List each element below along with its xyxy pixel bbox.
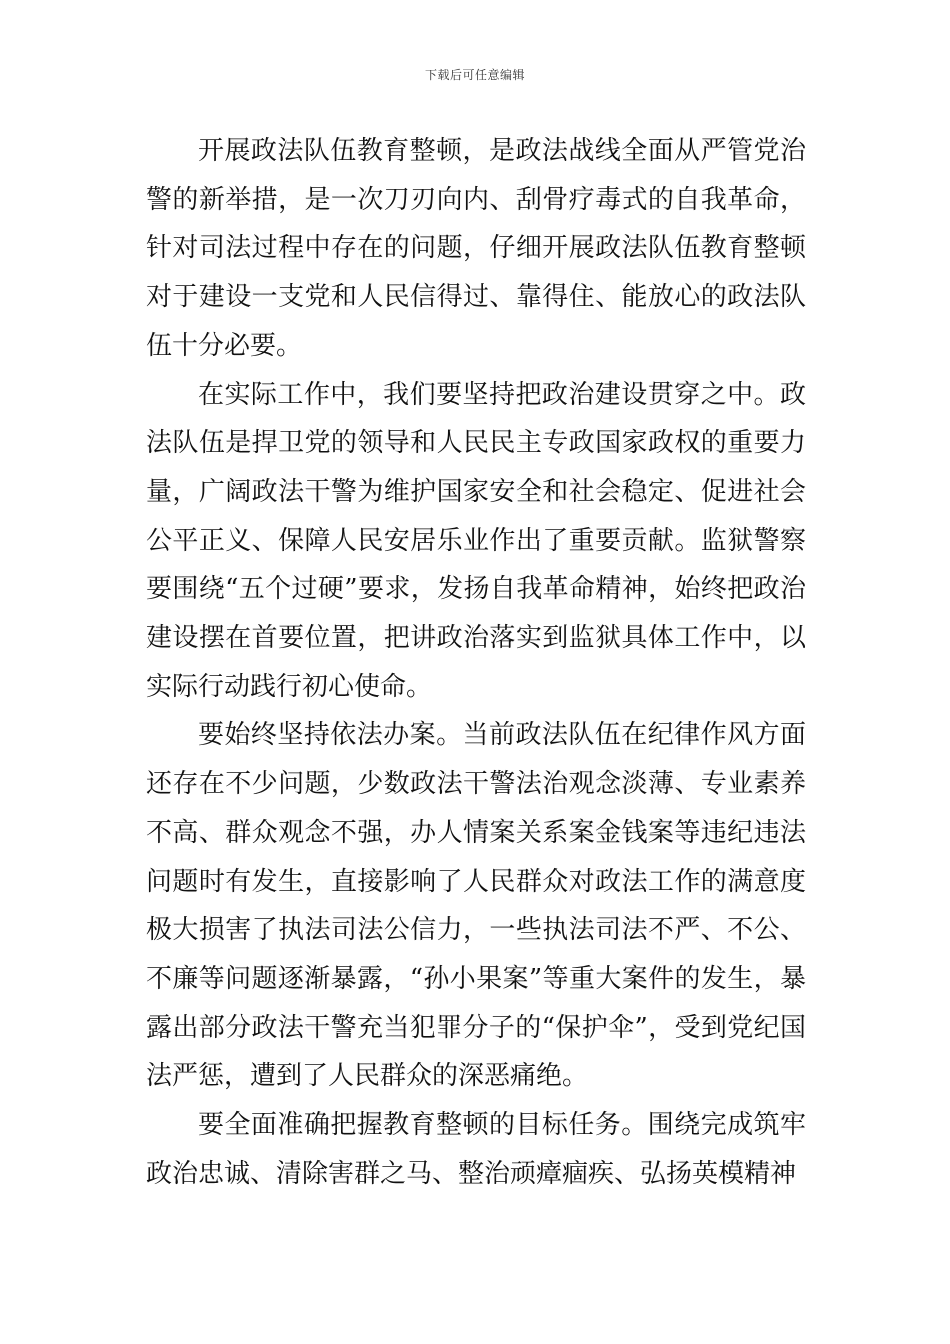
paragraph-4: 要全面准确把握教育整顿的目标任务。围绕完成筑牢政治忠诚、清除害群之马、整治顽瘴痼疾、弘扬英模精神 [146,1110,806,1189]
header-note: 下载后可任意编辑 [424,68,525,82]
paragraph-3: 要始终坚持依法办案。当前政法队伍在纪律作风方面还存在不少问题，少数政法干警法治观念淡薄、专业素养不高、群众观念不强，办人情案关系案金钱案等违纪违法问题时有发生，直接影响了人民群众对政法工作的满意度极大损害了执法司法公信力，一些执法司法不严、不公、不廉等问题逐渐暴露，“孙小果案”等重大案件的发生，暴露出部分政法干警充当犯罪分子的“保护伞”，受到党纪国法严惩，遭到了人民群众的深恶痛绝。 [146,720,806,1092]
paragraph-1: 开展政法队伍教育整顿，是政法战线全面从严管党治警的新举措，是一次刀刃向内、刮骨疗毒式的自我革命，针对司法过程中存在的问题，仔细开展政法队伍教育整顿对于建设一支党和人民信得过、靠得住、能放心的政法队伍十分必要。 [146,136,806,361]
paragraph-2: 在实际工作中，我们要坚持把政治建设贯穿之中。政法队伍是捍卫党的领导和人民民主专政国家政权的重要力量，广阔政法干警为维护国家安全和社会稳定、促进社会公平正义、保障人民安居乐业作出了重要贡献。监狱警察要围绕“五个过硬”要求，发扬自我革命精神，始终把政治建设摆在首要位置，把讲政治落实到监狱具体工作中，以实际行动践行初心使命。 [146,379,806,702]
document-body [146,127,806,1198]
